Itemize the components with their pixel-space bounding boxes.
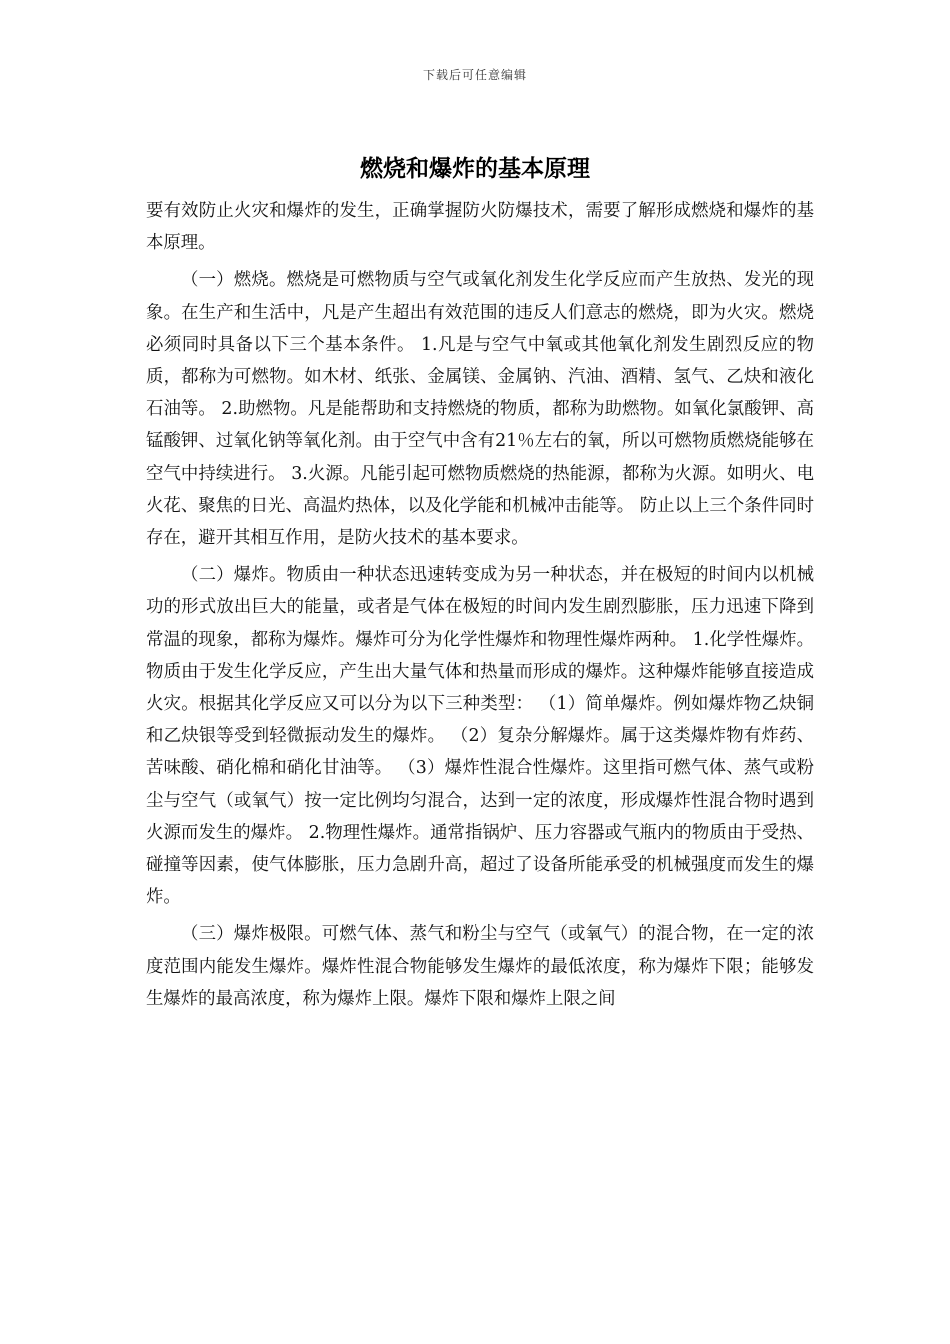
- paragraph-intro: 要有效防止火灾和爆炸的发生，正确掌握防火防爆技术，需要了解形成燃烧和爆炸的基本原理。: [146, 201, 814, 254]
- paragraph-combustion: （一）燃烧。燃烧是可燃物质与空气或氧化剂发生化学反应而产生放热、发光的现象。在生产和生活中，凡是产生超出有效范围的违反人们意志的燃烧，即为火灾。燃烧必须同时具备以下三个基本条件。 1.凡是与空气中氧或其他氧化剂发生剧烈反应的物质，都称为可燃物。如木材、纸张、金属镁、金属钠、汽油、酒精、氢气、乙炔和液化石油等。 2.助燃物。凡是能帮助和支持燃烧的物质，都称为助燃物。如氧化氯酸钾、高锰酸钾、过氧化钠等氧化剂。由于空气中含有21％左右的氧，所以可燃物质燃烧能够在空气中持续进行。 3.火源。凡能引起可燃物质燃烧的热能源，都称为火源。如明火、电火花、聚焦的日光、高温灼热体，以及化学能和机械冲击能等。 防止以上三个条件同时存在，避开其相互作用，是防火技术的基本要求。: [146, 270, 814, 549]
- paragraph-explosion-limits: （三）爆炸极限。可燃气体、蒸气和粉尘与空气（或氧气）的混合物，在一定的浓度范围内能发生爆炸。爆炸性混合物能够发生爆炸的最低浓度，称为爆炸下限；能够发生爆炸的最高浓度，称为爆炸上限。爆炸下限和爆炸上限之间: [146, 924, 814, 1009]
- document-title: 燃烧和爆炸的基本原理: [360, 156, 590, 182]
- header-note: 下载后可任意编辑: [422, 68, 527, 82]
- document-body: [146, 195, 814, 1020]
- paragraph-explosion: （二）爆炸。物质由一种状态迅速转变成为另一种状态，并在极短的时间内以机械功的形式放出巨大的能量，或者是气体在极短的时间内发生剧烈膨胀，压力迅速下降到常温的现象，都称为爆炸。爆炸可分为化学性爆炸和物理性爆炸两种。 1.化学性爆炸。物质由于发生化学反应，产生出大量气体和热量而形成的爆炸。这种爆炸能够直接造成火灾。根据其化学反应又可以分为以下三种类型： （1）简单爆炸。例如爆炸物乙炔铜和乙炔银等受到轻微振动发生的爆炸。 （2）复杂分解爆炸。属于这类爆炸物有炸药、苦味酸、硝化棉和硝化甘油等。 （3）爆炸性混合性爆炸。这里指可燃气体、蒸气或粉尘与空气（或氧气）按一定比例均匀混合，达到一定的浓度，形成爆炸性混合物时遇到火源而发生的爆炸。 2.物理性爆炸。通常指锅炉、压力容器或气瓶内的物质由于受热、碰撞等因素，使气体膨胀，压力急剧升高，超过了设备所能承受的机械强度而发生的爆炸。: [146, 565, 814, 908]
